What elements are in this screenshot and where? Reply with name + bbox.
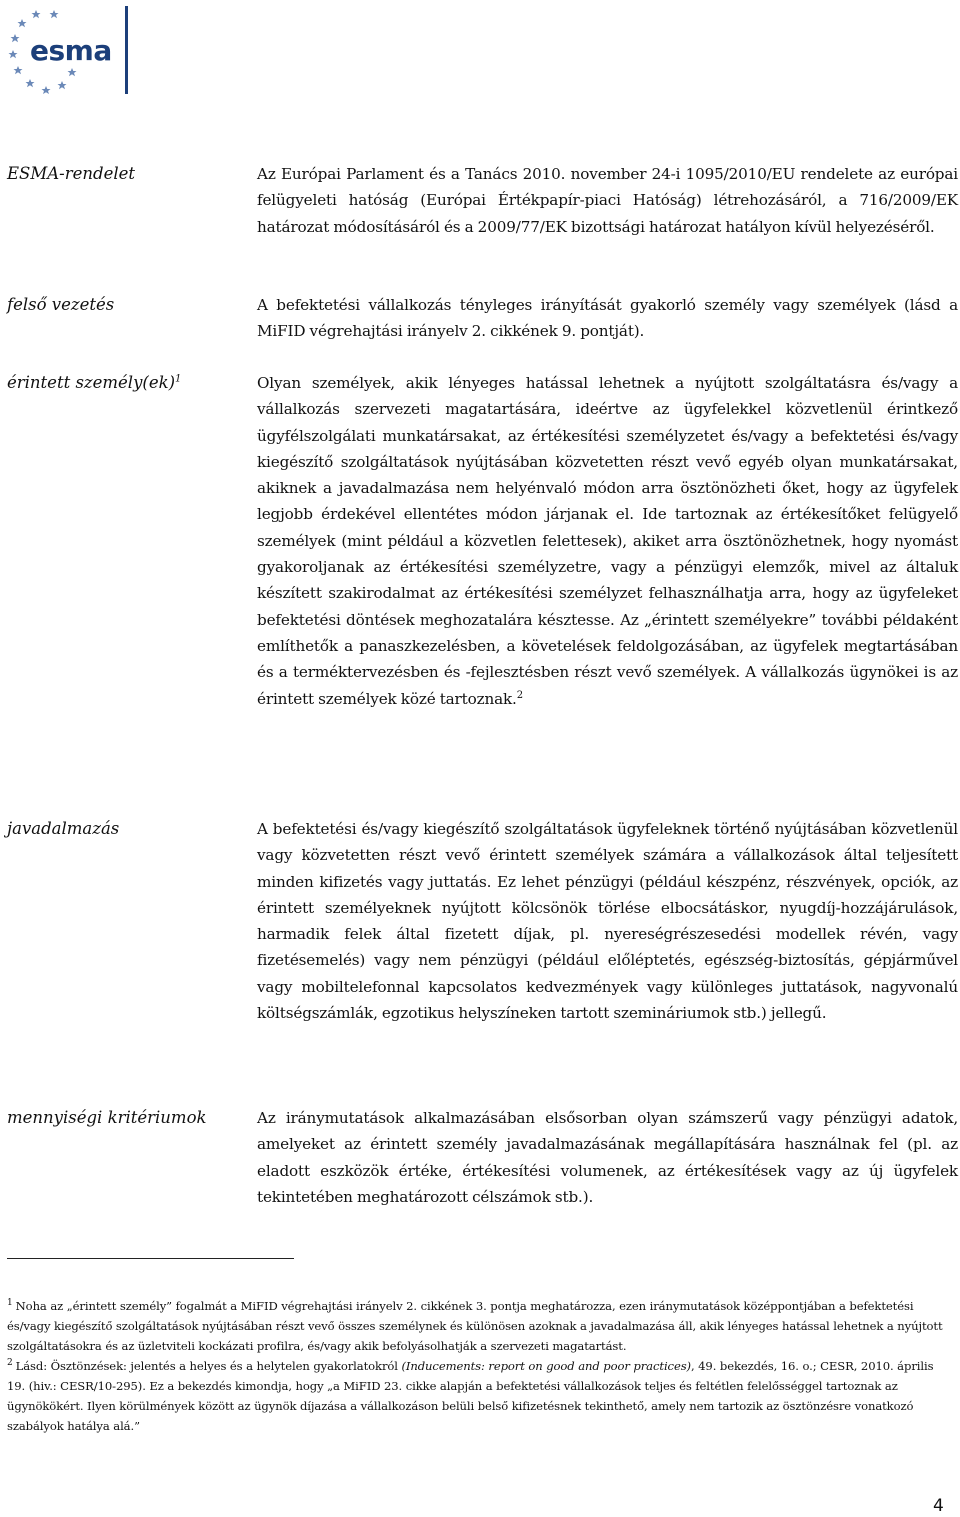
definition-text [257, 370, 958, 712]
footnote [7, 1296, 952, 1356]
footnote-ref[interactable]: 2 [516, 689, 523, 701]
definition-body: Olyan személyek, akik lényeges hatással lehetnek a nyújtott szolgáltatásra és/vagy a vállalkozás szervezeti magatartására, ideértve az ügyfelekkel közvetlenül érintkező ügyfélszolgálati munkatársakat, az értékesítési személyzetet és/vagy a befektetési és/vagy kiegészítő szolgáltatások nyújtásában közvetetten részt vevő egyéb olyan munkatársakat, akiknek a javadalmazása nem helyénvaló módon arra ösztönözheti őket, hogy az ügyfelek legjobb érdekével ellentétes módon járjanak el. Ide tartoznak az értékesítőket felügyelő személyek (mint például a közvetlen felettesek), akiket arra ösztönözhetnek, hogy nyomást gyakoroljanak az értékesítési személyzetre, vagy a pénzügyi elemzők, mivel az általuk készített szakirodalmat az értékesítési személyzet felhasználhatja arra, hogy az ügyfeleket befektetési döntések meghozatalára késztesse. Az „érintett személyekre” további példaként említhetők a panaszkezelésben, a követelések feldolgozásában, az ügyfelek megtartásában és a terméktervezésben és -fejlesztésben részt vevő személyek. A vállalkozás ügynökei is az érintett személyek közé tartoznak. [257, 374, 958, 708]
definition-term: javadalmazás [7, 819, 120, 838]
footnote-number: 1 [7, 1298, 13, 1309]
footnote-number: 2 [7, 1358, 13, 1369]
footnote-text: , 49. bekezdés, 16. o.; CESR, 2010. április 19. (hiv.: CESR/10-295). Ez a bekezdés kimondja, hogy „a MiFID 23. cikke alapján a befektetési vállalkozások teljes és feltétlen felelősséggel tartoznak az ügynökökért. Ilyen körülmények között az ügynök díjazása a vállalkozáson belüli belső kifizetésnek tekinthető, amely nem tartozik az ösztönzésre vonatkozó szabályok hatálya alá.” [7, 1359, 934, 1433]
esma-logo [2, 2, 132, 94]
footnote-ref[interactable]: 1 [175, 373, 182, 385]
footnotes [7, 1296, 952, 1436]
footnote-italic-title: (Inducements: report on good and poor practices) [401, 1359, 691, 1373]
footnote-text: Noha az „érintett személy” fogalmát a MiFID végrehajtási irányelv 2. cikkének 3. pontja meghatározza, ezen iránymutatások középpontjában a befektetési és/vagy kiegészítő szolgáltatások nyújtásában részt vevő összes személynek és különösen azoknak a javadalmazása áll, akik lényeges hatással lehetnek a nyújtott szolgáltatásokra és az üzletviteli kockázati profilra, és/vagy akik befolyásolhatják a szervezeti magatartást. [7, 1299, 943, 1353]
footnote [7, 1356, 952, 1436]
definition-text: A befektetési vállalkozás tényleges irányítását gyakorló személy vagy személyek (lásd a MiFID végrehajtási irányelv 2. cikkének 9. pontját). [257, 296, 958, 341]
page-number: 4 [933, 1496, 944, 1516]
definition-text: Az iránymutatások alkalmazásában elsősorban olyan számszerű vagy pénzügyi adatok, amelyeket az érintett személy javadalmazásának megállapítására használnak fel (pl. az eladott eszközök értéke, értékesítési volumenek, az értékesítések vagy az új ügyfelek tekintetében meghatározott célszámok stb.). [257, 1109, 958, 1206]
definition-term: ESMA-rendelet [7, 164, 136, 183]
definition-term [7, 370, 181, 396]
definition-term: mennyiségi kritériumok [7, 1108, 207, 1127]
definition-text: A befektetési és/vagy kiegészítő szolgáltatások ügyfeleknek történő nyújtásában közvetlenül vagy közvetetten részt vevő érintett személyek számára a vállalkozások által teljesített minden kifizetés vagy juttatás. Ez lehet pénzügyi (például készpénz, részvények, opciók, az érintett személyeknek nyújtott kölcsönök törlése elbocsátáskor, nyugdíj-hozzájárulások, harmadik felek által fizetett díjak, pl. nyereségrészesedési modellek révén, vagy fizetésemelés) vagy nem pénzügyi (például előléptetés, egészség-biztosítás, gépjárművel vagy mobiltelefonnal kapcsolatos kedvezmények vagy különleges juttatások, nagyvonalú költségszámlák, egzotikus helyszíneken tartott szemináriumok stb.) jellegű. [257, 820, 958, 1023]
footnote-text: Lásd: Ösztönzések: jelentés a helyes és a helytelen gyakorlatokról [15, 1359, 402, 1373]
logo-wordmark: esma [30, 34, 112, 67]
definition-text: Az Európai Parlament és a Tanács 2010. november 24-i 1095/2010/EU rendelete az európai felügyeleti hatóság (Európai Értékpapír-piaci Hatóság) létrehozásáról, a 716/2009/EK határozat módosításáról és a 2009/77/EK bizottsági határozat hatályon kívül helyezéséről. [257, 165, 958, 236]
definition-term: felső vezetés [7, 295, 115, 314]
logo-vertical-rule [125, 6, 128, 94]
footnote-separator [7, 1258, 294, 1259]
term-label: érintett személy(ek) [7, 373, 176, 392]
